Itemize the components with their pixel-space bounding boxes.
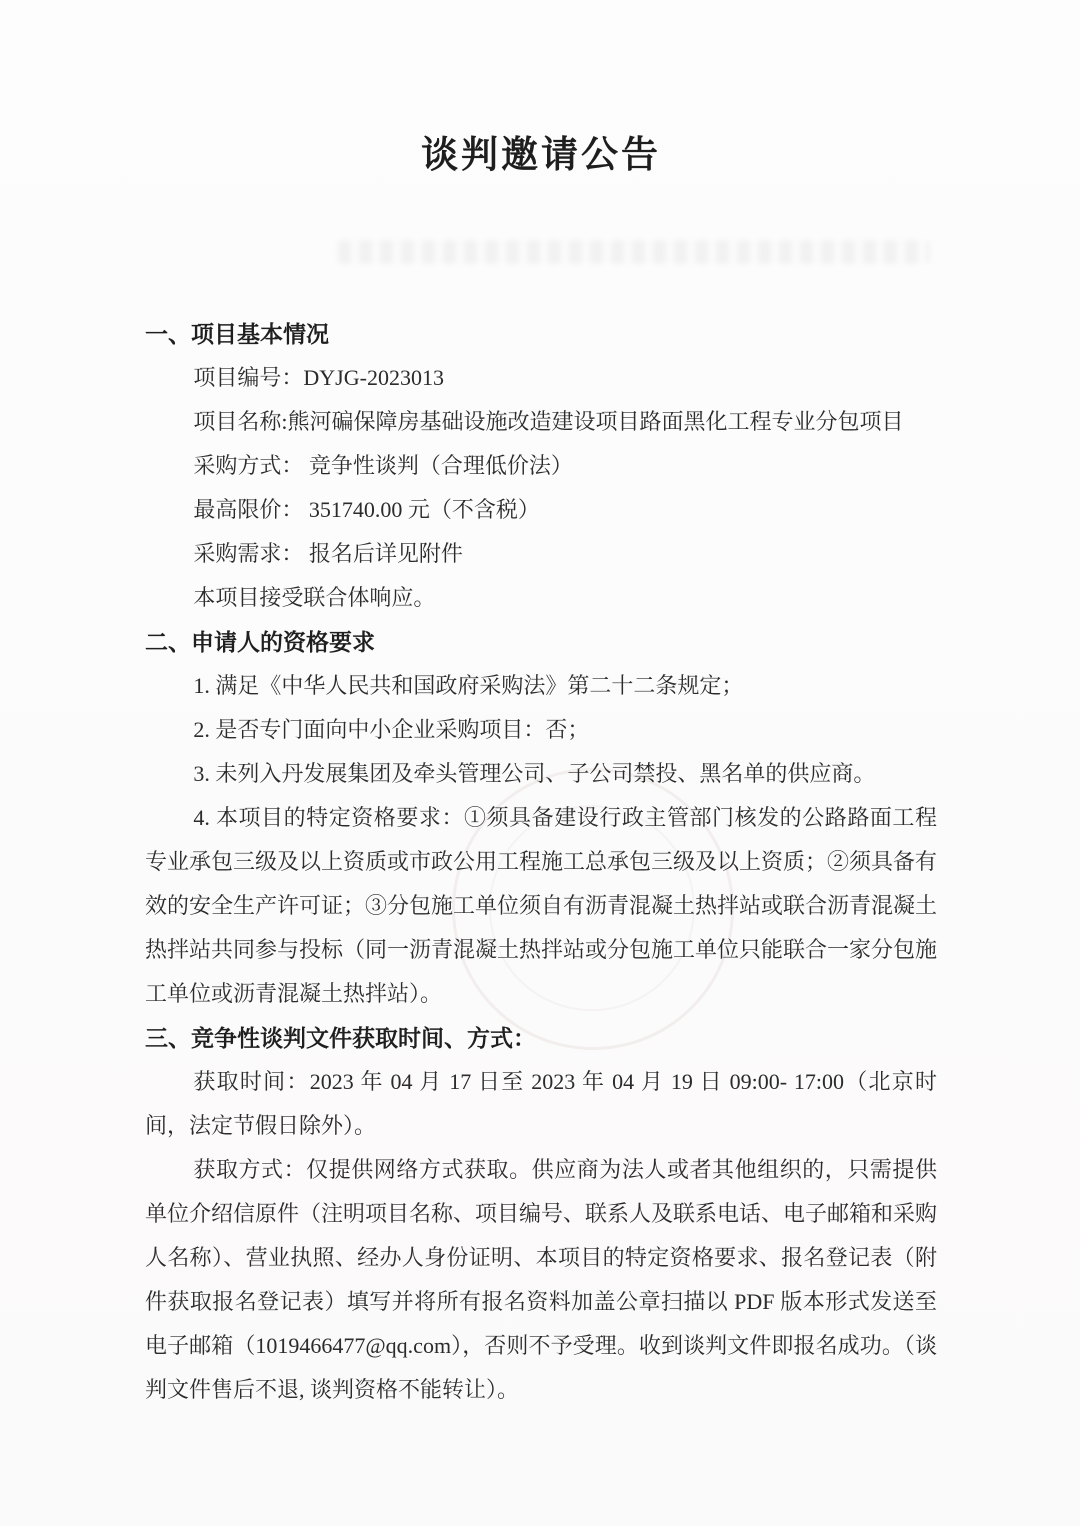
- section-heading-applicant-qualifications: 二、申请人的资格要求: [145, 629, 375, 655]
- line-price-cap: 最高限价： 351740.00 元（不含税）: [193, 497, 540, 522]
- item-qualification-1: 1. 满足《中华人民共和国政府采购法》第二十二条规定；: [193, 673, 744, 698]
- section-heading-project-basics: 一、项目基本情况: [145, 321, 329, 347]
- item-qualification-4: 4. 本项目的特定资格要求：①须具备建设行政主管部门核发的公路路面工程专业承包三级及以上资质或市政公用工程施工总承包三级及以上资质；②须具备有效的安全生产许可证；③分包施工单位须自有沥青混凝土热拌站或联合沥青混凝土热拌站共同参与投标（同一沥青混凝土热拌站或分包施工单位只能联合一家分包施工单位或沥青混凝土热拌站）。: [145, 805, 938, 1006]
- item-qualification-3: 3. 未列入丹发展集团及牵头管理公司、子公司禁投、黑名单的供应商。: [193, 761, 876, 786]
- line-obtain-time: 获取时间：2023 年 04 月 17 日至 2023 年 04 月 19 日 09:00- 17:00（北京时间，法定节假日除外）。: [145, 1069, 937, 1138]
- item-qualification-2: 2. 是否专门面向中小企业采购项目：否；: [193, 717, 590, 742]
- document-content: [145, 0, 937, 1412]
- line-obtain-method: 获取方式：仅提供网络方式获取。供应商为法人或者其他组织的，只需提供单位介绍信原件（注明项目名称、项目编号、联系人及联系电话、电子邮箱和采购人名称）、营业执照、经办人身份证明、本项目的特定资格要求、报名登记表（附件获取报名登记表）填写并将所有报名资料加盖公章扫描以 PDF 版本形式发送至电子邮箱（1019466477@qq.com），否则不予受理。收到谈判文件即报名成功。（谈判文件售后不退, 谈判资格不能转让）。: [145, 1157, 938, 1402]
- document-title: 谈判邀请公告: [421, 135, 661, 176]
- line-project-number: 项目编号：DYJG-2023013: [193, 365, 444, 390]
- line-procurement-method: 采购方式： 竞争性谈判（合理低价法）: [193, 453, 573, 478]
- line-consortium-note: 本项目接受联合体响应。: [193, 585, 436, 610]
- section-heading-document-acquisition: 三、竞争性谈判文件获取时间、方式：: [145, 1025, 536, 1051]
- line-project-name: 项目名称:熊河碥保障房基础设施改造建设项目路面黑化工程专业分包项目: [193, 409, 904, 434]
- line-procurement-requirements: 采购需求： 报名后详见附件: [193, 541, 463, 566]
